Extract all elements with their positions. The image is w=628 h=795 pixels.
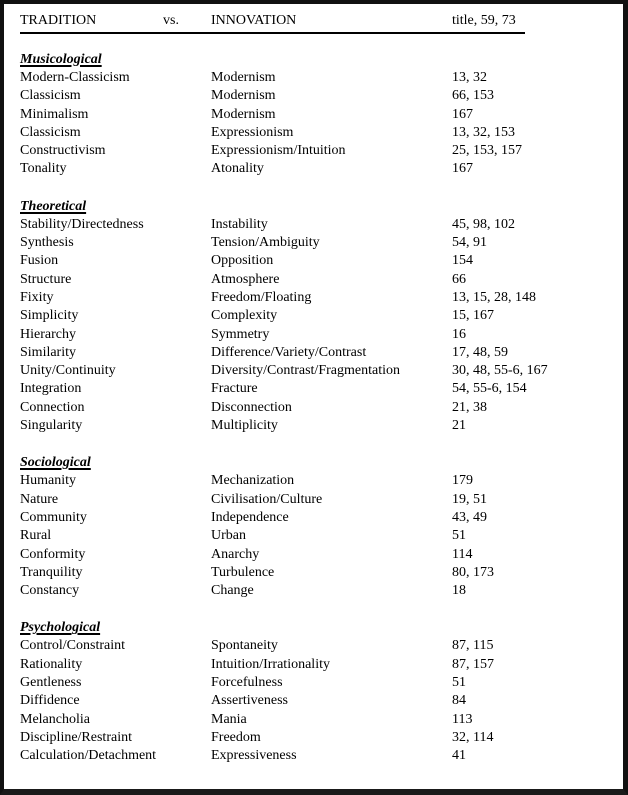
refs-cell: 66, 153 xyxy=(452,88,494,104)
tradition-cell: Community xyxy=(20,509,87,525)
refs-cell: 179 xyxy=(452,473,473,489)
table-row xyxy=(20,234,610,252)
innovation-cell: Urban xyxy=(211,528,246,544)
tradition-cell: Constancy xyxy=(20,583,80,599)
innovation-cell: Forcefulness xyxy=(211,675,283,691)
table-row xyxy=(20,582,610,600)
refs-cell: 43, 49 xyxy=(452,509,487,525)
innovation-cell: Disconnection xyxy=(211,399,292,415)
tradition-cell: Calculation/Detachment xyxy=(20,748,157,764)
tradition-cell: Humanity xyxy=(20,473,76,489)
innovation-cell: Turbulence xyxy=(211,564,275,580)
section-sociological xyxy=(20,454,610,600)
innovation-cell: Multiplicity xyxy=(211,418,278,434)
tradition-cell: Connection xyxy=(20,399,85,415)
tradition-cell: Simplicity xyxy=(20,308,79,324)
section-musicological xyxy=(20,51,610,179)
innovation-cell: Freedom/Floating xyxy=(211,289,312,305)
innovation-cell: Mechanization xyxy=(211,473,295,489)
innovation-cell: Independence xyxy=(211,509,289,525)
refs-cell: 30, 48, 55-6, 167 xyxy=(452,363,548,379)
table-header xyxy=(20,12,525,34)
table-row xyxy=(20,362,610,380)
tradition-cell: Control/Constraint xyxy=(20,638,125,654)
refs-cell: 18 xyxy=(452,583,466,599)
tradition-cell: Singularity xyxy=(20,418,83,434)
refs-cell: 21, 38 xyxy=(452,399,487,415)
tradition-cell: Conformity xyxy=(20,546,86,562)
tradition-cell: Melancholia xyxy=(20,711,90,727)
table-row xyxy=(20,417,610,435)
refs-cell: 13, 32 xyxy=(452,70,487,85)
section-title: Theoretical xyxy=(20,198,87,214)
section-title: Psychological xyxy=(20,620,101,636)
table-row xyxy=(20,729,610,747)
section-title: Sociological xyxy=(20,455,91,471)
refs-cell: 19, 51 xyxy=(452,491,487,507)
refs-cell: 21 xyxy=(452,418,466,434)
tradition-cell: Classicism xyxy=(20,88,81,104)
refs-cell: 15, 167 xyxy=(452,308,494,324)
refs-cell: 32, 114 xyxy=(452,729,494,745)
tradition-cell: Synthesis xyxy=(20,235,74,251)
header-tradition: TRADITION xyxy=(20,13,97,28)
table-row xyxy=(20,656,610,674)
section-theoretical xyxy=(20,198,610,436)
refs-cell: 13, 15, 28, 148 xyxy=(452,289,536,305)
tradition-cell: Rationality xyxy=(20,656,83,672)
tradition-cell: Gentleness xyxy=(20,675,82,691)
refs-cell: 54, 55-6, 154 xyxy=(452,381,527,397)
section-psychological xyxy=(20,619,610,765)
header-innovation: INNOVATION xyxy=(211,13,297,28)
table-row xyxy=(20,124,610,142)
tradition-cell: Similarity xyxy=(20,344,76,360)
tradition-cell: Discipline/Restraint xyxy=(20,729,132,745)
refs-cell: 84 xyxy=(452,693,466,709)
refs-cell: 54, 91 xyxy=(452,235,487,251)
table-row xyxy=(20,289,610,307)
innovation-cell: Tension/Ambiguity xyxy=(211,235,320,251)
table-row xyxy=(20,509,610,527)
table-row xyxy=(20,271,610,289)
tradition-cell: Tonality xyxy=(20,161,67,177)
table-row xyxy=(20,637,610,655)
innovation-cell: Modernism xyxy=(211,70,276,85)
tradition-cell: Stability/Directedness xyxy=(20,216,144,232)
tradition-cell: Nature xyxy=(20,491,59,507)
tradition-cell: Structure xyxy=(20,271,72,287)
table-row xyxy=(20,69,610,87)
table-row xyxy=(20,87,610,105)
refs-cell: 80, 173 xyxy=(452,564,494,580)
innovation-cell: Expressiveness xyxy=(211,748,297,764)
refs-cell: 16 xyxy=(452,326,466,342)
refs-cell: 66 xyxy=(452,271,466,287)
refs-cell: 41 xyxy=(452,748,466,764)
innovation-cell: Symmetry xyxy=(211,326,270,342)
innovation-cell: Opposition xyxy=(211,253,274,269)
table-row xyxy=(20,252,610,270)
innovation-cell: Civilisation/Culture xyxy=(211,491,323,507)
table-row xyxy=(20,472,610,490)
sections-container xyxy=(20,51,610,766)
table-row xyxy=(20,307,610,325)
innovation-cell: Mania xyxy=(211,711,247,727)
tradition-cell: Constructivism xyxy=(20,143,106,159)
innovation-cell: Atonality xyxy=(211,161,264,177)
innovation-cell: Instability xyxy=(211,216,268,232)
tradition-cell: Fusion xyxy=(20,253,59,269)
table-row xyxy=(20,106,610,124)
innovation-cell: Intuition/Irrationality xyxy=(211,656,330,672)
refs-cell: 87, 115 xyxy=(452,638,494,654)
refs-cell: 25, 153, 157 xyxy=(452,143,522,159)
innovation-cell: Atmosphere xyxy=(211,271,280,287)
innovation-cell: Modernism xyxy=(211,88,276,104)
innovation-cell: Anarchy xyxy=(211,546,260,562)
table-row xyxy=(20,326,610,344)
innovation-cell: Expressionism/Intuition xyxy=(211,143,346,159)
table-row xyxy=(20,216,610,234)
innovation-cell: Spontaneity xyxy=(211,638,278,654)
table-row xyxy=(20,527,610,545)
table-row xyxy=(20,491,610,509)
innovation-cell: Freedom xyxy=(211,729,261,745)
tradition-cell: Diffidence xyxy=(20,693,80,709)
tradition-cell: Modern-Classicism xyxy=(20,70,130,85)
refs-cell: 154 xyxy=(452,253,473,269)
refs-cell: 167 xyxy=(452,161,473,177)
header-refs: title, 59, 73 xyxy=(452,13,516,28)
table-row xyxy=(20,344,610,362)
innovation-cell: Change xyxy=(211,583,254,599)
refs-cell: 167 xyxy=(452,106,473,122)
tradition-cell: Classicism xyxy=(20,124,81,140)
table-row xyxy=(20,674,610,692)
tradition-cell: Minimalism xyxy=(20,106,89,122)
table-row xyxy=(20,399,610,417)
header-vs: vs. xyxy=(163,13,179,28)
table-row xyxy=(20,380,610,398)
refs-cell: 13, 32, 153 xyxy=(452,124,515,140)
tradition-vs-innovation-table xyxy=(20,12,610,766)
innovation-cell: Assertiveness xyxy=(211,693,288,709)
innovation-cell: Complexity xyxy=(211,308,278,324)
table-row xyxy=(20,692,610,710)
refs-cell: 45, 98, 102 xyxy=(452,216,515,232)
innovation-cell: Difference/Variety/Contrast xyxy=(211,344,367,360)
refs-cell: 113 xyxy=(452,711,473,727)
tradition-cell: Tranquility xyxy=(20,564,83,580)
refs-cell: 51 xyxy=(452,528,466,544)
tradition-cell: Rural xyxy=(20,528,52,544)
tradition-cell: Unity/Continuity xyxy=(20,363,116,379)
table-row xyxy=(20,747,610,765)
refs-cell: 17, 48, 59 xyxy=(452,344,508,360)
innovation-cell: Fracture xyxy=(211,381,258,397)
innovation-cell: Expressionism xyxy=(211,124,294,140)
table-row xyxy=(20,564,610,582)
innovation-cell: Modernism xyxy=(211,106,276,122)
innovation-cell: Diversity/Contrast/Fragmentation xyxy=(211,363,400,379)
refs-cell: 87, 157 xyxy=(452,656,494,672)
table-row xyxy=(20,160,610,178)
table-row xyxy=(20,546,610,564)
table-row xyxy=(20,142,610,160)
refs-cell: 51 xyxy=(452,675,466,691)
tradition-cell: Hierarchy xyxy=(20,326,76,342)
section-title: Musicological xyxy=(20,52,102,67)
refs-cell: 114 xyxy=(452,546,473,562)
tradition-cell: Fixity xyxy=(20,289,54,305)
tradition-cell: Integration xyxy=(20,381,82,397)
table-row xyxy=(20,711,610,729)
